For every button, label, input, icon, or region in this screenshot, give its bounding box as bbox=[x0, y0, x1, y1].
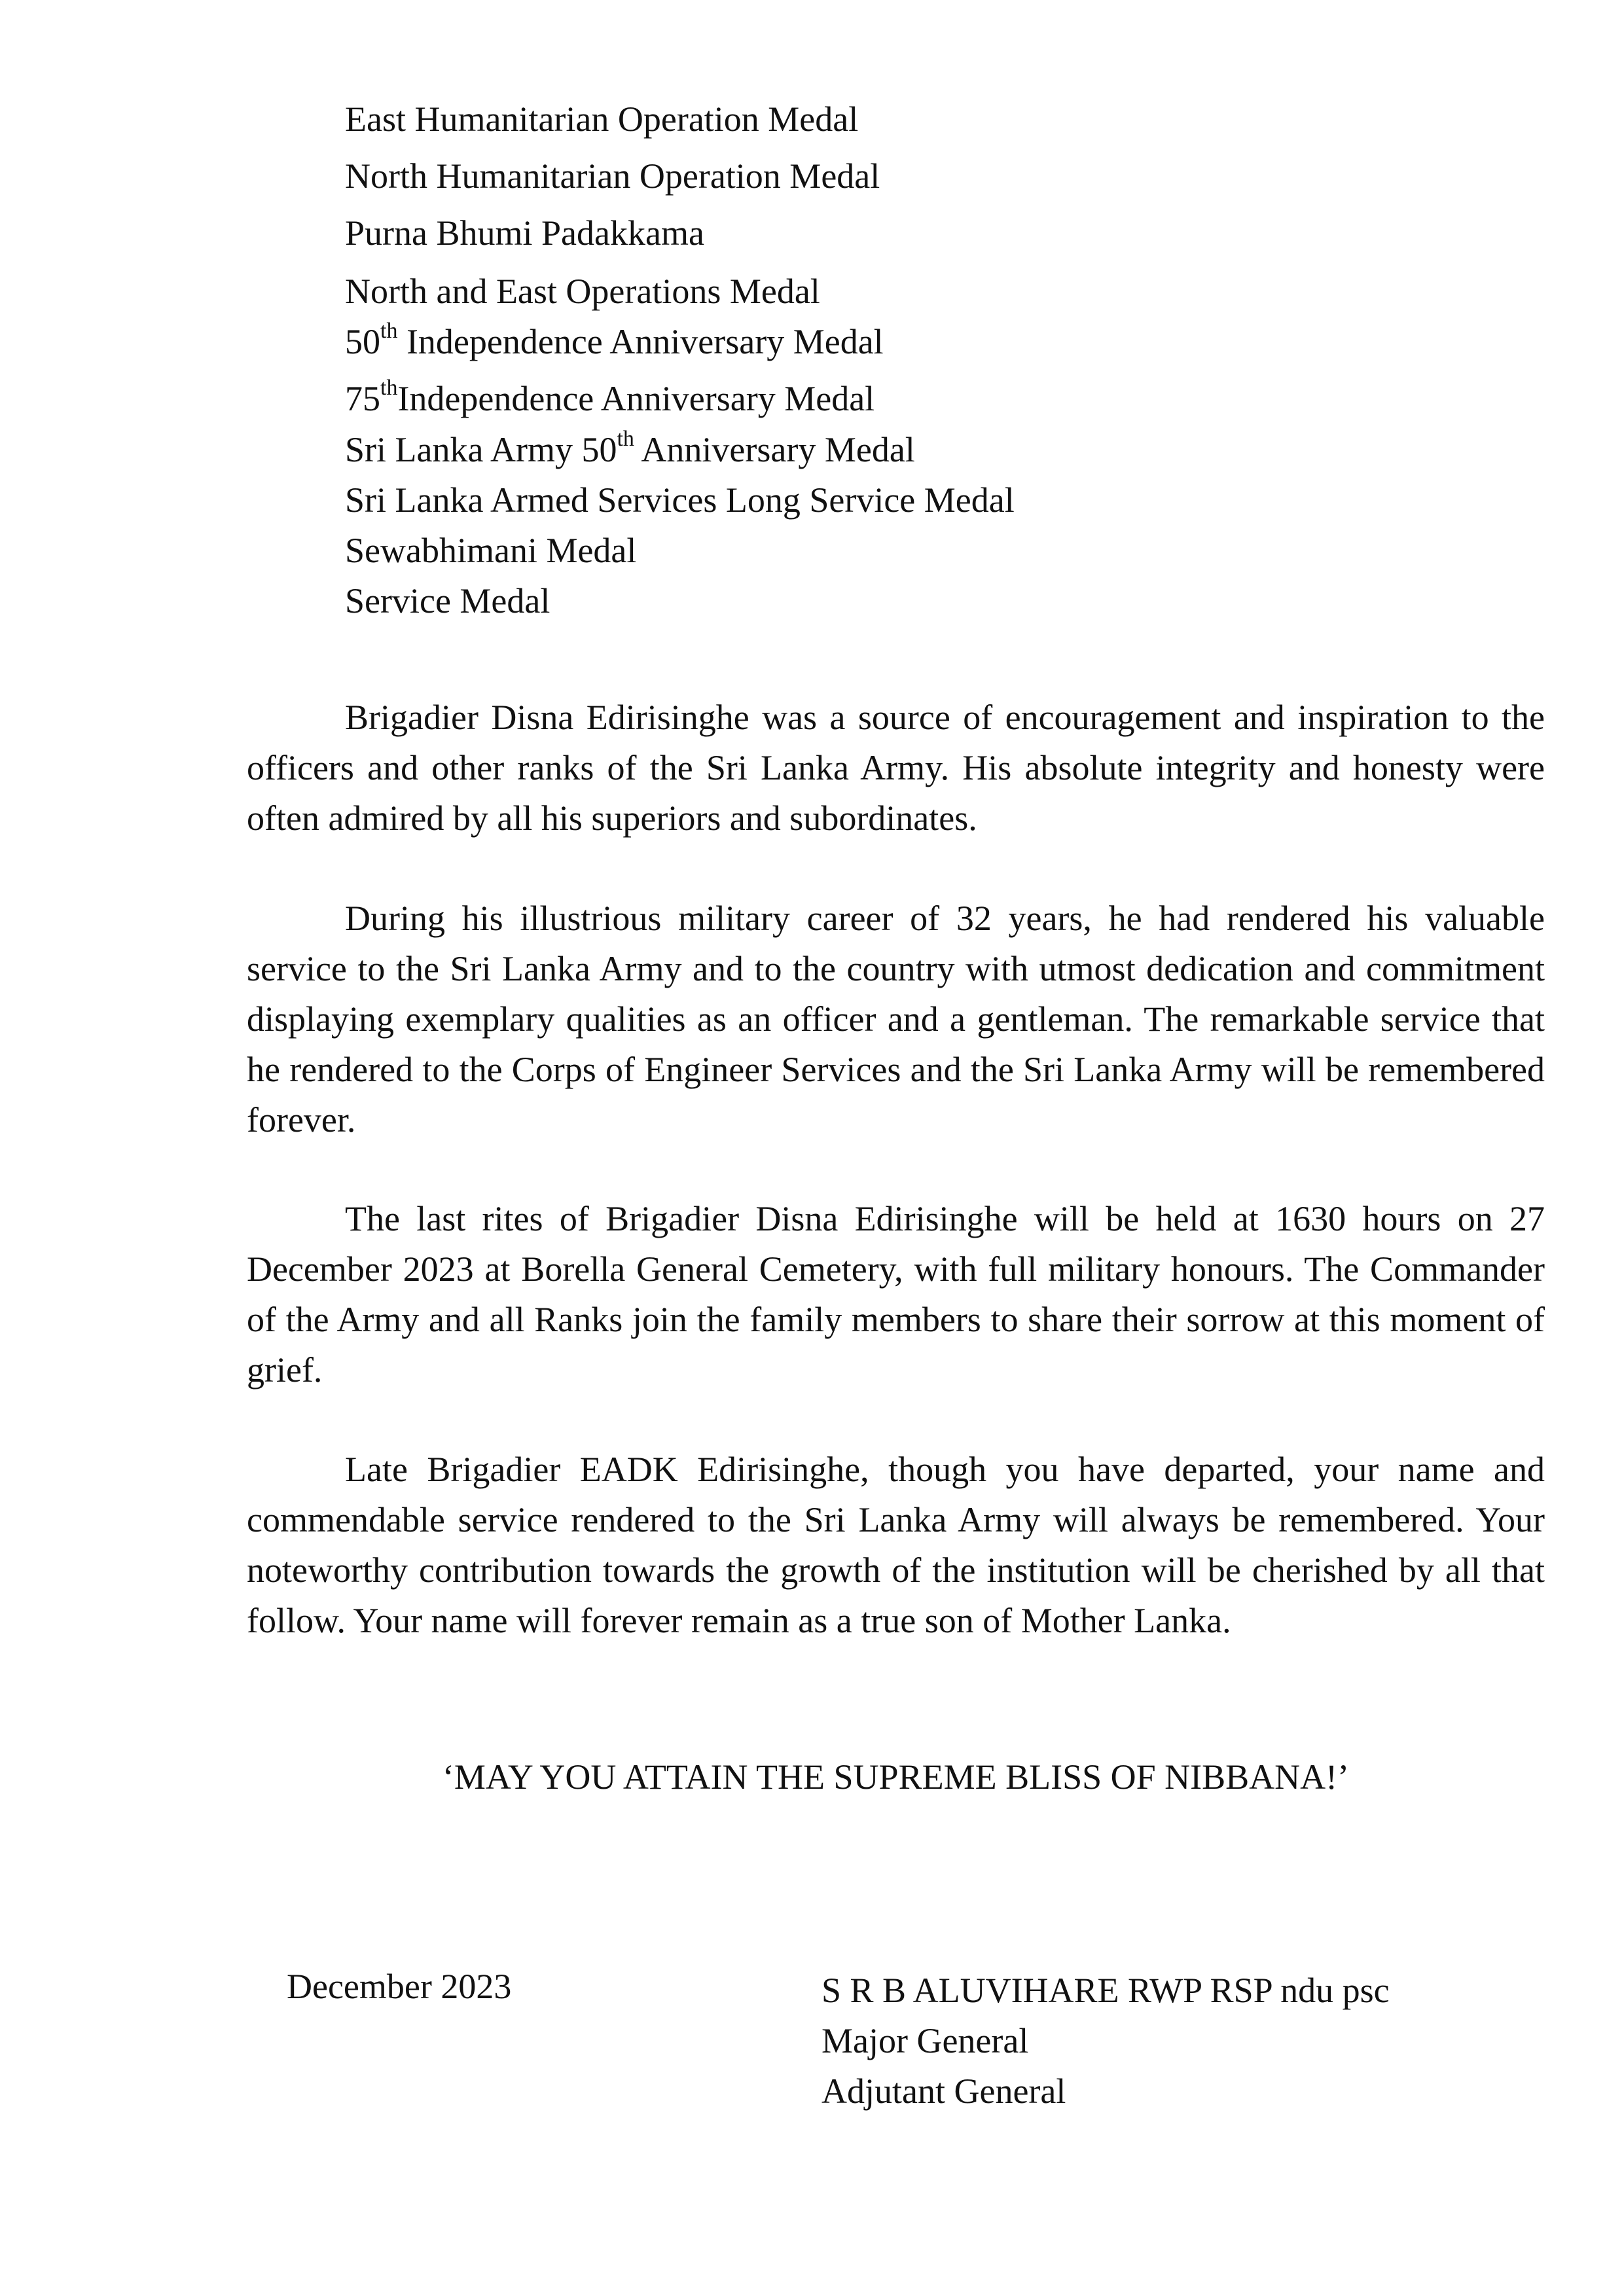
medal-text: North Humanitarian Operation Medal bbox=[345, 156, 880, 196]
medal-item bbox=[345, 212, 704, 254]
medal-text: Independence Anniversary Medal bbox=[397, 322, 884, 361]
medal-item bbox=[345, 155, 880, 197]
medal-text: North and East Operations Medal bbox=[345, 272, 820, 311]
signature-block bbox=[821, 1965, 1390, 2117]
medal-text: 75 bbox=[345, 379, 380, 418]
signatory-name: S R B ALUVIHARE RWP RSP ndu psc bbox=[821, 1971, 1390, 2010]
ordinal-suffix: th bbox=[380, 319, 398, 343]
medal-item bbox=[345, 580, 550, 622]
medal-text: 50 bbox=[345, 322, 380, 361]
signatory-title: Adjutant General bbox=[821, 2072, 1066, 2111]
document-date: December 2023 bbox=[287, 1967, 512, 2006]
medal-text: Independence Anniversary Medal bbox=[397, 379, 875, 418]
medal-item bbox=[345, 270, 820, 312]
medal-text: Sri Lanka Army 50 bbox=[345, 430, 617, 469]
medal-text: Service Medal bbox=[345, 581, 550, 620]
medal-item bbox=[345, 321, 884, 368]
paragraph-tribute: Late Brigadier EADK Edirisinghe, though you have departed, your name and commendable service rendered to the Sri Lanka Army will always be remembered. Your noteworthy contribution towards the growth of the institution will be cherished by all that follow. Your name will forever remain as a true son of Mother Lanka. bbox=[247, 1450, 1545, 1640]
signatory-rank: Major General bbox=[821, 2021, 1029, 2060]
medal-text: Anniversary Medal bbox=[634, 430, 915, 469]
medal-item bbox=[345, 429, 915, 476]
paragraph-career: During his illustrious military career of 32 years, he had rendered his valuable service to the Sri Lanka Army and to the country with utmost dedication and commitment displaying exemplary qualities as an officer and a gentleman. The remarkable service that he rendered to the Corps of Engineer Services and the Sri Lanka Army will be remembered forever. bbox=[247, 899, 1545, 1139]
medal-item bbox=[345, 98, 858, 140]
medal-item bbox=[345, 378, 875, 425]
closing-blessing: ‘MAY YOU ATTAIN THE SUPREME BLISS OF NIBBANA!’ bbox=[442, 1757, 1350, 1797]
medal-text: Purna Bhumi Padakkama bbox=[345, 213, 704, 253]
medal-item bbox=[345, 529, 636, 571]
medal-text: Sewabhimani Medal bbox=[345, 531, 637, 570]
paragraph-inspiration: Brigadier Disna Edirisinghe was a source of encouragement and inspiration to the officers and other ranks of the Sri Lanka Army. His absolute integrity and honesty were often admired by all his superiors and subordinates. bbox=[247, 698, 1545, 838]
medal-text: Sri Lanka Armed Services Long Service Medal bbox=[345, 480, 1015, 520]
medal-text: East Humanitarian Operation Medal bbox=[345, 99, 859, 139]
ordinal-suffix: th bbox=[617, 427, 634, 451]
paragraph-last-rites: The last rites of Brigadier Disna Edirisinghe will be held at 1630 hours on 27 December 2023 at Borella General Cemetery, with full military honours. The Commander of the Army and all Ranks join the family members to share their sorrow at this moment of grief. bbox=[247, 1199, 1545, 1390]
ordinal-suffix: th bbox=[380, 376, 398, 400]
medal-item bbox=[345, 479, 1015, 521]
